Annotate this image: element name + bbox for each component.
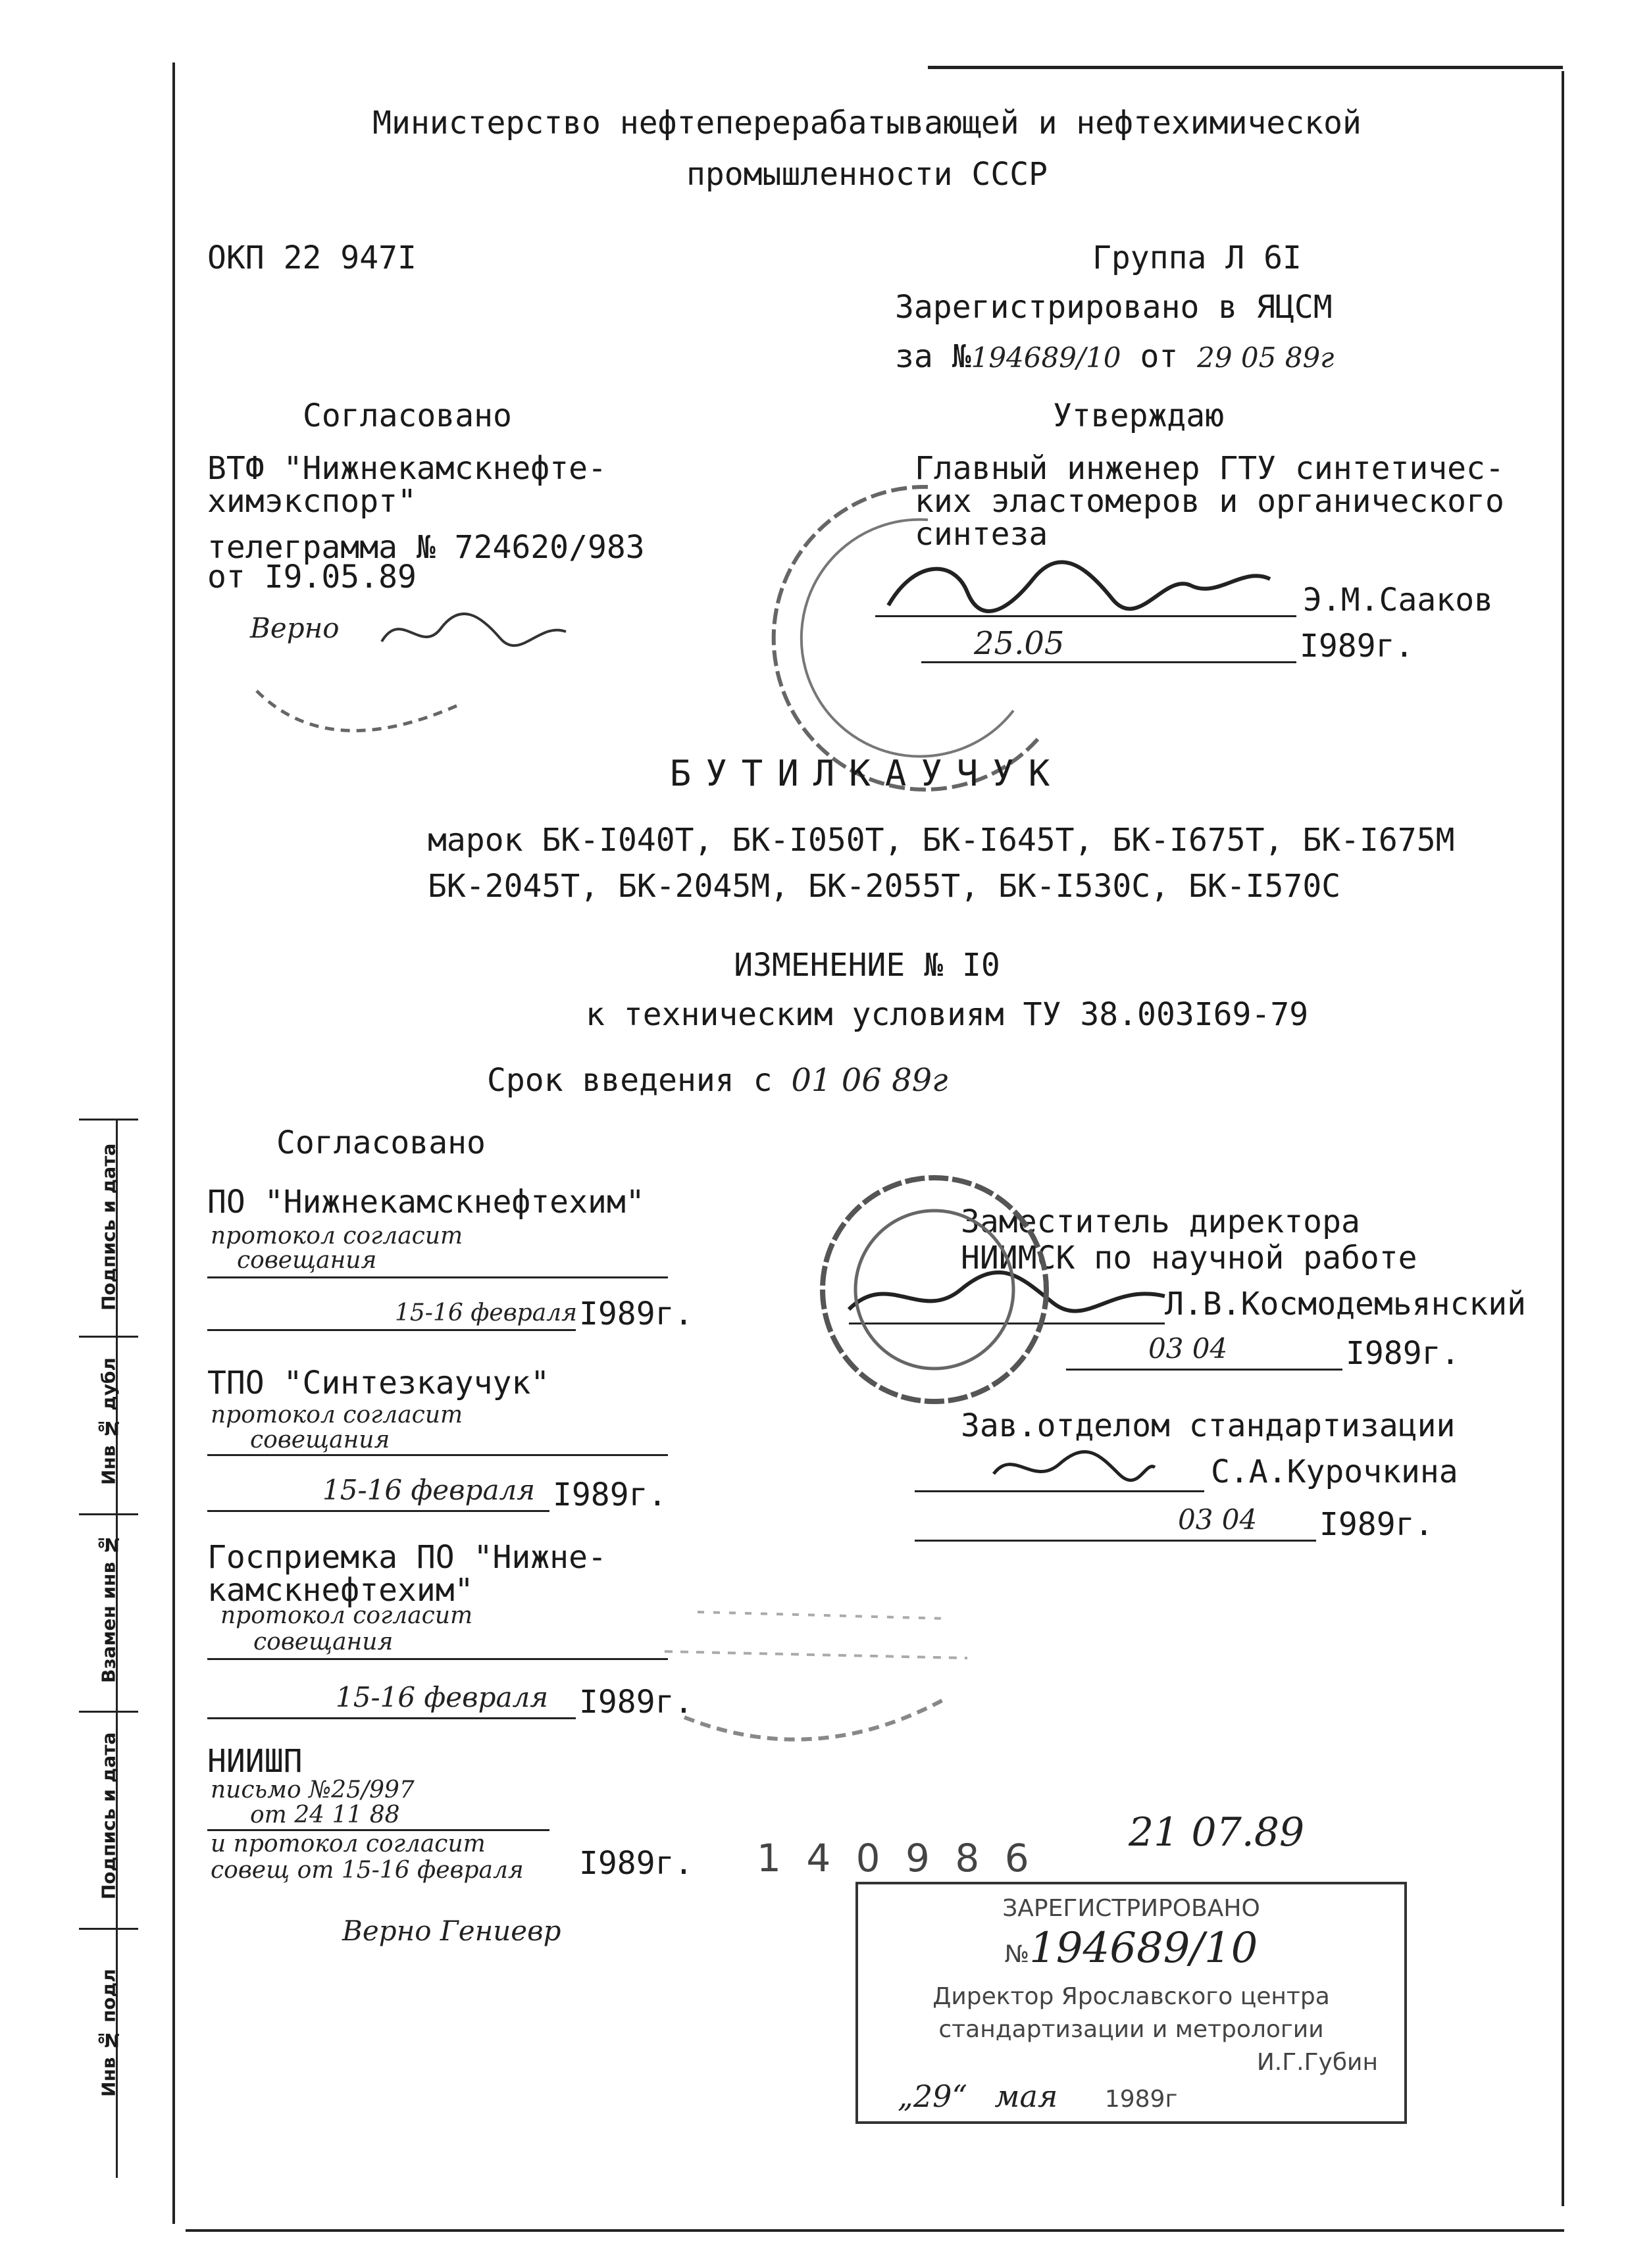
side-cell-divider-4 [79,1711,138,1713]
agreed-entry-1-note-1: протокол согласит [211,1222,463,1249]
ministry-line-1: Министерство нефтеперерабатывающей и нефтехимической [372,105,1362,141]
agreed-entry-1-date-hw: 15-16 февраля [395,1299,577,1326]
agreed-entry-3-line-1 [207,1658,668,1660]
side-cell-divider-3 [79,1513,138,1515]
agreed-entry-3-org-1: Госприемка ПО "Нижне- [207,1539,607,1576]
registered-number [895,339,1334,375]
agreed-entry-4-note-1: письмо №25/997 [211,1777,415,1803]
effective-prefix: Срок введения с [487,1062,773,1099]
effective-date-hw: 01 06 89г [791,1062,948,1099]
effective-date [487,1063,948,1099]
agreed-entry-2-note-1: протокол согласит [211,1401,463,1428]
approve-date-hw: 25.05 [974,625,1065,662]
agreed-entry-2-year: I989г. [553,1476,667,1513]
agreed-top-org-1: ВТФ "Нижнекамскнефте- [207,450,607,487]
change-title: ИЗМЕНЕНИЕ № I0 [734,947,1000,984]
agreed-bottom-title: Согласовано [276,1124,486,1161]
registered-line: Зарегистрировано в ЯЦСМ [895,289,1333,326]
agreed-top-note-hw: Верно [250,612,340,644]
side-label-4: Подпись и дата [97,1732,120,1900]
stamp-number: 1 4 0 9 8 6 [757,1836,1036,1880]
approve-year: I989г. [1300,628,1414,665]
side-label-1: Подпись и дата [97,1143,120,1311]
agreed-entry-1-year: I989г. [579,1296,694,1332]
product-grades-line-2: БК-2045Т, БК-2045М, БК-2055Т, БК-I530С, БК-I570С [428,868,1341,905]
agreed-entry-2-note-2: совещания [250,1426,390,1453]
side-cell-divider-1 [79,1119,138,1121]
agreed-entry-3-note-2: совещания [253,1628,394,1655]
stamp-oval-faded [658,1546,974,1763]
agreed-top-org-2: химэкспорт" [207,483,417,520]
deputy-line-1: Заместитель директора [961,1203,1360,1240]
frame-top-line [928,66,1563,69]
signature-scribble-top-left [375,602,573,661]
agreed-entry-2-date-hw: 15-16 февраля [322,1474,536,1506]
telegram-line-2: от I9.05.89 [207,559,417,595]
agreed-entry-3-line-2 [207,1717,576,1719]
agreed-entry-1-note-2: совещания [237,1247,377,1274]
agreed-entry-2-org: ТПО "Синтезкаучук" [207,1365,550,1401]
standards-head-date-hw: 03 04 [1178,1503,1258,1536]
approve-title: Утверждаю [1053,397,1225,434]
agreed-entry-4-year: I989г. [579,1845,694,1882]
registration-line-2: Директор Ярославского центра [932,1983,1330,2010]
deputy-date-line [1066,1369,1342,1371]
deputy-name: Л.В.Космодемьянский [1165,1286,1527,1323]
registration-line-3: стандартизации и метрологии [938,2016,1324,2043]
registration-number-prefix: № [1004,1941,1030,1968]
change-subtitle: к техническим условиям ТУ 38.003I69-79 [586,996,1309,1033]
stamp-partial-top-left [250,665,474,763]
deputy-line-2: НИИМСК по научной работе [961,1240,1417,1276]
agreed-entry-3-org-2: камскнефтехим" [207,1572,474,1609]
agreed-bottom-verified-hw: Верно Гениевр [342,1915,561,1947]
standards-head-line-1: Зав.отделом стандартизации [961,1407,1456,1444]
product-title: БУТИЛКАУЧУК [669,753,1065,794]
registration-date-day-hw: „29“ [898,2079,967,2114]
stamp-round-approve [730,461,1099,803]
registered-date-prefix: от [1140,338,1179,375]
agreed-entry-4-org: НИИШП [207,1743,303,1780]
okp-code: ОКП 22 947I [207,239,417,276]
agreed-entry-1-org: ПО "Нижнекамскнефтехим" [207,1184,645,1221]
registered-number-hw: 194689/10 [971,341,1121,374]
registration-number-hw: 194689/10 [1029,1924,1258,1973]
deputy-year: I989г. [1346,1335,1460,1372]
approve-line-2: ких эластомеров и органического [915,483,1504,520]
frame-bottom-line [186,2229,1564,2232]
registration-stamp-box [855,1882,1407,2124]
registered-date-hw: 29 05 89г [1197,341,1335,374]
agreed-top-title: Согласовано [303,397,512,434]
side-cell-divider-5 [79,1928,138,1930]
agreed-entry-2-line-1 [207,1454,668,1456]
registered-number-prefix: за № [895,338,971,375]
standards-head-name: С.А.Курочкина [1211,1453,1458,1490]
registration-date-hw: 21 07.89 [1129,1809,1305,1855]
side-label-5: Инв № подл [97,1969,120,2098]
approve-name: Э.М.Сааков [1303,582,1493,618]
side-cell-divider-2 [79,1336,138,1338]
approve-line-1: Главный инженер ГТУ синтетичес- [915,450,1504,487]
agreed-entry-4-note-3: и протокол согласит [211,1830,486,1857]
ministry-line-2: промышленности СССР [686,156,1048,193]
agreed-entry-4-note-2: от 24 11 88 [250,1802,400,1828]
registration-date [898,2079,1398,2114]
standards-signature [987,1441,1158,1494]
registration-number [858,1924,1404,1973]
approve-line-3: синтеза [915,516,1048,553]
frame-left-line [172,63,175,2224]
agreed-entry-3-note-1: протокол согласит [220,1602,473,1629]
agreed-entry-3-year: I989г. [579,1684,694,1721]
side-label-3: Взамен инв № [97,1534,120,1684]
product-grades-line-1: марок БК-I040Т, БК-I050Т, БК-I645Т, БК-I675Т, БК-I675М [428,822,1455,859]
registration-name: И.Г.Губин [1256,2049,1378,2076]
side-label-2: Инв № дубл [97,1357,120,1485]
agreed-entry-1-line-1 [207,1276,668,1278]
frame-right-line [1562,71,1564,2206]
registration-date-month-hw: мая [994,2079,1058,2114]
agreed-entry-3-date-hw: 15-16 февраля [336,1681,549,1713]
group-code: Группа Л 6I [1092,239,1302,276]
registration-year: 1989г [1104,2086,1178,2113]
standards-date-line [915,1540,1316,1542]
agreed-entry-4-note-4: совещ от 15-16 февраля [211,1857,524,1884]
standards-head-year: I989г. [1319,1506,1434,1543]
agreed-entry-2-line-2 [207,1510,549,1512]
stamp-round-niimsk [803,1158,1066,1421]
side-strip [79,1119,138,2184]
registration-title: ЗАРЕГИСТРИРОВАНО [1002,1895,1260,1922]
deputy-date-hw: 03 04 [1148,1332,1228,1365]
telegram-line-1: телеграмма № 724620/983 [207,529,645,566]
agreed-entry-1-line-2 [207,1329,576,1331]
